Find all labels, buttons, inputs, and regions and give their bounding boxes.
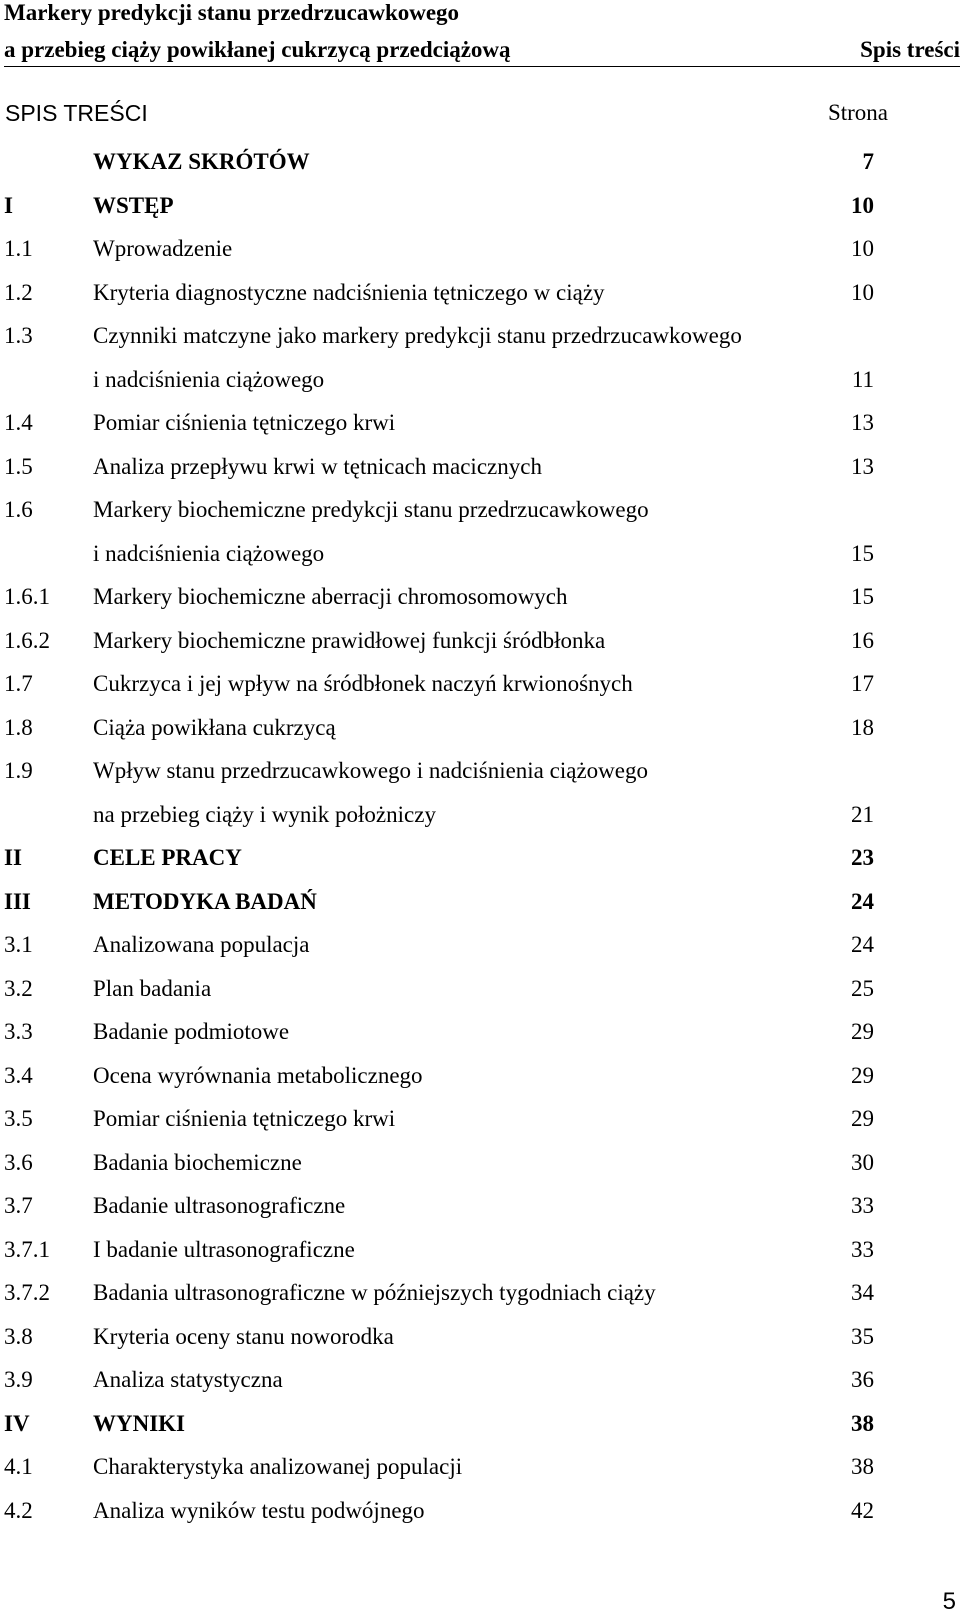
toc-entry xyxy=(0,1402,960,1446)
toc-entry-title: Kryteria diagnostyczne nadciśnienia tętniczego w ciąży xyxy=(93,279,605,305)
toc-entry xyxy=(0,227,960,271)
toc-entry-number: 1.4 xyxy=(4,410,33,435)
toc-entry-title: Markery biochemiczne aberracji chromosomowych xyxy=(93,584,568,609)
toc-entry-page: 38 xyxy=(851,1410,874,1436)
toc-entry-number: 1.6.1 xyxy=(4,584,50,609)
toc-entry-number: 1.9 xyxy=(4,758,33,783)
toc-entry xyxy=(0,1010,960,1054)
toc-entry xyxy=(0,706,960,750)
toc-entry-number: 1.5 xyxy=(4,453,33,479)
toc-entry-title: Pomiar ciśnienia tętniczego krwi xyxy=(93,1106,396,1131)
toc-entry-title: Pomiar ciśnienia tętniczego krwi xyxy=(93,410,396,435)
header-title-line-2: a przebieg ciąży powikłanej cukrzycą przedciążową xyxy=(4,37,511,62)
toc-entry-page: 29 xyxy=(851,1062,874,1088)
toc-entry-page: 24 xyxy=(851,888,874,914)
toc-entry-number: 1.1 xyxy=(4,236,33,261)
toc-entry xyxy=(0,575,960,619)
toc-entry-title: WSTĘP xyxy=(93,192,174,218)
toc-entry-title: Markery biochemiczne predykcji stanu przedrzucawkowego xyxy=(93,497,649,522)
header-section-label: Spis treści xyxy=(860,37,960,62)
toc-entry-number: 1.6.2 xyxy=(4,627,50,653)
toc-entry-page: 34 xyxy=(851,1280,874,1305)
toc-entry-page: 15 xyxy=(851,584,874,609)
toc-entry xyxy=(0,1184,960,1228)
toc-entry-page: 11 xyxy=(851,366,874,392)
toc-entry xyxy=(0,662,960,706)
toc-entry-title: Wpływ stanu przedrzucawkowego i nadciśnienia ciążowego xyxy=(93,758,648,783)
toc-entry-number: 3.3 xyxy=(4,1019,33,1044)
toc-entry xyxy=(0,1271,960,1315)
running-header xyxy=(4,0,960,67)
toc-entry xyxy=(0,140,960,184)
toc-entry-page: 10 xyxy=(851,192,874,218)
toc-entry-page: 21 xyxy=(851,801,874,827)
toc-heading: SPIS TREŚCI xyxy=(5,100,148,126)
toc-entry-number: 3.5 xyxy=(4,1106,33,1131)
toc-entry-page: 42 xyxy=(851,1497,874,1523)
header-title-line-1: Markery predykcji stanu przedrzucawkowego xyxy=(4,0,460,25)
toc-entry xyxy=(0,749,960,793)
toc-entry xyxy=(0,1445,960,1489)
toc-entry-title: Analiza przepływu krwi w tętnicach macicznych xyxy=(93,453,542,479)
toc-page-column-label: Strona xyxy=(827,100,888,125)
toc-entry-title: Analiza wyników testu podwójnego xyxy=(93,1497,425,1523)
toc-entry-title: Badania biochemiczne xyxy=(93,1149,302,1175)
toc-entry-title: Badania ultrasonograficzne w późniejszych tygodniach ciąży xyxy=(93,1280,656,1305)
toc-entry-number: IV xyxy=(4,1410,30,1436)
toc-entry-page: 29 xyxy=(851,1019,874,1044)
toc-entry-page: 7 xyxy=(862,149,874,174)
toc-entry-number: III xyxy=(4,888,31,914)
toc-entry-number: 1.8 xyxy=(4,714,33,740)
toc-entry xyxy=(0,1097,960,1141)
toc-entry-number: 4.1 xyxy=(4,1454,33,1479)
toc-entry xyxy=(0,1054,960,1098)
toc-entry xyxy=(0,401,960,445)
toc-entry-title: Charakterystyka analizowanej populacji xyxy=(93,1454,463,1479)
toc-entry-page: 13 xyxy=(851,453,874,479)
toc-entry-title: Analizowana populacja xyxy=(93,932,310,957)
toc-entry-title: WYNIKI xyxy=(93,1410,186,1436)
toc-entry-number: 3.7.1 xyxy=(4,1236,50,1262)
toc-entry-page: 10 xyxy=(851,279,874,305)
toc-entry-title: Markery biochemiczne prawidłowej funkcji śródbłonka xyxy=(93,627,606,653)
toc-entry-page: 29 xyxy=(851,1106,874,1131)
toc-entry xyxy=(0,1489,960,1533)
toc-entry xyxy=(0,488,960,532)
toc-entry-number: II xyxy=(4,845,22,870)
toc-entry-title: Kryteria oceny stanu noworodka xyxy=(93,1323,394,1349)
toc-entry-page: 33 xyxy=(851,1236,874,1262)
toc-entry-number: 3.9 xyxy=(4,1367,33,1392)
toc-entry-title: Plan badania xyxy=(93,975,212,1001)
toc-entry xyxy=(0,619,960,663)
toc-entry-title: Ciąża powikłana cukrzycą xyxy=(93,714,336,740)
toc-entry-number: 3.8 xyxy=(4,1323,33,1349)
toc-entry-title: Ocena wyrównania metabolicznego xyxy=(93,1062,423,1088)
toc-entry-number: 3.2 xyxy=(4,975,33,1001)
toc-entry xyxy=(0,1358,960,1402)
page-number: 5 xyxy=(942,1588,956,1615)
toc-entry xyxy=(0,445,960,489)
toc-entry-title: Czynniki matczyne jako markery predykcji stanu przedrzucawkowego xyxy=(93,323,742,348)
toc-entry xyxy=(0,836,960,880)
toc-entry-page: 16 xyxy=(851,627,874,653)
toc-entry-title: Badanie ultrasonograficzne xyxy=(93,1193,346,1218)
toc-entry-page: 30 xyxy=(851,1149,874,1175)
toc-entry-title: i nadciśnienia ciążowego xyxy=(93,540,325,566)
toc-entry-title: i nadciśnienia ciążowego xyxy=(93,366,325,392)
toc-entry xyxy=(0,880,960,924)
toc-entry-number: 1.6 xyxy=(4,497,33,522)
toc-entry xyxy=(0,1315,960,1359)
toc-entry-page: 23 xyxy=(851,845,874,870)
toc-entry-title: METODYKA BADAŃ xyxy=(93,888,317,914)
toc-entry-title: Cukrzyca i jej wpływ na śródbłonek naczyń krwionośnych xyxy=(93,671,633,696)
toc-entry-page: 25 xyxy=(851,975,874,1001)
toc-entry-title: Badanie podmiotowe xyxy=(93,1019,290,1044)
toc-entry-page: 36 xyxy=(851,1367,874,1392)
toc-entry-title: CELE PRACY xyxy=(93,845,242,870)
toc-entry-title: I badanie ultrasonograficzne xyxy=(93,1236,355,1262)
toc-entry-number: 1.7 xyxy=(4,671,33,696)
toc-entry-number: 3.4 xyxy=(4,1062,33,1088)
toc-entry-title: Wprowadzenie xyxy=(93,236,233,261)
toc-entry-number: 1.3 xyxy=(4,323,33,348)
toc-entry xyxy=(0,314,960,358)
toc-entry-page: 18 xyxy=(851,714,874,740)
toc-entry-number: 3.6 xyxy=(4,1149,33,1175)
toc-entry-number: 4.2 xyxy=(4,1497,33,1523)
toc-entry-page: 13 xyxy=(851,410,874,435)
toc-entry-page: 33 xyxy=(851,1193,874,1218)
toc-entry-page: 35 xyxy=(851,1323,874,1349)
toc-entry-page: 10 xyxy=(851,236,874,261)
toc-entry-title: na przebieg ciąży i wynik położniczy xyxy=(93,801,436,827)
toc-entry-number: 3.7 xyxy=(4,1193,33,1218)
toc-entry xyxy=(0,1228,960,1272)
toc-entry-number: 3.7.2 xyxy=(4,1280,50,1305)
toc-list xyxy=(0,140,960,1532)
toc-entry-page: 24 xyxy=(851,932,874,957)
toc-entry-number: I xyxy=(4,192,13,218)
toc-entry xyxy=(0,793,960,837)
toc-entry xyxy=(0,1141,960,1185)
toc-entry xyxy=(0,923,960,967)
toc-entry xyxy=(0,358,960,402)
toc-entry-page: 38 xyxy=(851,1454,874,1479)
toc-entry-title: Analiza statystyczna xyxy=(93,1367,283,1392)
toc-entry-page: 17 xyxy=(851,671,874,696)
toc-entry-title: WYKAZ SKRÓTÓW xyxy=(93,149,310,174)
toc-entry xyxy=(0,967,960,1011)
toc-entry xyxy=(0,532,960,576)
toc-entry xyxy=(0,184,960,228)
toc-entry-number: 1.2 xyxy=(4,279,33,305)
toc-entry xyxy=(0,271,960,315)
toc-entry-page: 15 xyxy=(851,540,874,566)
toc-entry-number: 3.1 xyxy=(4,932,33,957)
